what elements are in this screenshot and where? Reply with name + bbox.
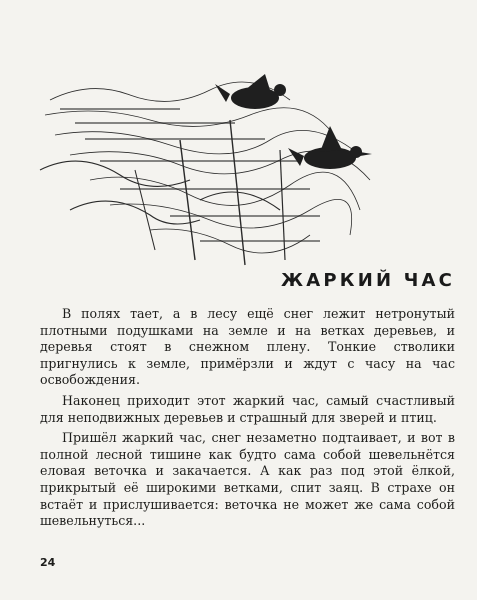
snowy-forest-illustration xyxy=(30,60,390,275)
page-number: 24 xyxy=(40,556,56,569)
grouse-bird-icon xyxy=(215,74,286,109)
paragraph: В полях тает, а в лесу ещё снег лежит нетронутый плотными подушками на земле и на ветках деревьев, и деревья стоят в снежном плену. Тонкие стволики пригнулись к земле, примёрзли и ждут с часу на час освобождения. xyxy=(40,306,455,388)
grouse-bird-icon xyxy=(288,126,372,169)
chapter-title: ЖАРКИЙ ЧАС xyxy=(281,270,455,291)
paragraph: Пришёл жаркий час, снег незаметно подтаивает, и вот в полной лесной тишине как будто сама собой шевельнётся еловая веточка и закачается. А как раз под этой ёлкой, прикрытый её широкими ветками, спит заяц. В страхе он встаёт и прислушивается: веточка не может же сама собой шевельнуться... xyxy=(40,430,455,529)
chapter-body xyxy=(40,306,455,534)
paragraph: Наконец приходит этот жаркий час, самый счастливый для неподвижных деревьев и страшный для зверей и птиц. xyxy=(40,392,455,425)
